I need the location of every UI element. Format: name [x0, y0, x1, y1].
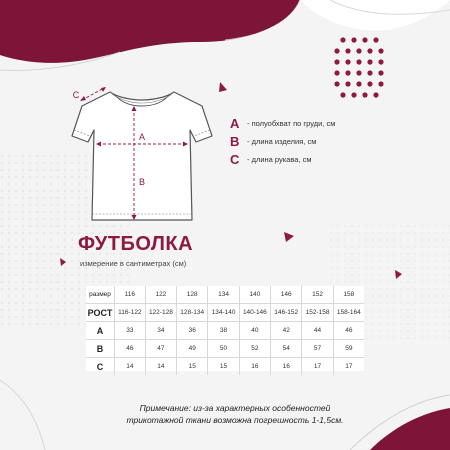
- table-cell: 16: [271, 358, 302, 376]
- table-cell: 17: [302, 358, 333, 376]
- row-label: размер: [86, 286, 115, 304]
- table-cell: 158-164: [333, 304, 364, 322]
- table-cell: 122-128: [145, 304, 176, 322]
- table-row: [86, 286, 364, 304]
- table-cell: 46: [333, 322, 364, 340]
- table-cell: 57: [302, 340, 333, 358]
- table-cell: 134: [208, 286, 239, 304]
- legend-item-c: [230, 150, 390, 168]
- table-cell: 134-140: [208, 304, 239, 322]
- table-cell: 122: [145, 286, 176, 304]
- table-cell: 44: [302, 322, 333, 340]
- table-cell: 49: [177, 340, 208, 358]
- legend-text: - полуобхват по груди, см: [247, 118, 336, 128]
- table-cell: 116-122: [115, 304, 146, 322]
- table-cell: 116: [115, 286, 146, 304]
- table-cell: 59: [333, 340, 364, 358]
- table-cell: 33: [115, 322, 146, 340]
- table-cell: 17: [345, 363, 353, 370]
- label-a: A: [138, 132, 146, 142]
- legend-letter: C: [230, 151, 240, 167]
- legend-item-b: [230, 132, 390, 150]
- table-cell: 50: [208, 340, 239, 358]
- legend-text: - длина рукава, см: [247, 154, 312, 164]
- note-line: трикотажной ткани возможна погрешность 1-1,5см.: [126, 415, 344, 425]
- legend-text: - длина изделия, см: [247, 136, 317, 146]
- table-cell: 140: [239, 286, 270, 304]
- table-cell: 128-134: [177, 304, 208, 322]
- table-cell: 152: [302, 286, 333, 304]
- tshirt-diagram: [62, 78, 222, 228]
- row-label: A: [86, 322, 115, 340]
- product-title: ФУТБОЛКА: [78, 233, 194, 255]
- product-subtitle: измерение в сантиметрах (см): [80, 259, 187, 268]
- legend-letter: A: [230, 115, 240, 131]
- row-label: B: [86, 340, 115, 358]
- table-cell: 15: [208, 358, 239, 376]
- label-b: B: [138, 177, 146, 187]
- table-cell: 16: [239, 358, 270, 376]
- table-cell: 52: [239, 340, 270, 358]
- note-line: Примечание: из-за характерных особенностей: [139, 403, 331, 413]
- table-cell: 14: [145, 358, 176, 376]
- table-cell: 128: [177, 286, 208, 304]
- table-cell: 146: [271, 286, 302, 304]
- label-c: C: [72, 90, 80, 100]
- table-row: [86, 304, 364, 322]
- table-cell: 152-158: [302, 304, 333, 322]
- table-cell: 38: [208, 322, 239, 340]
- legend-item-a: [230, 114, 390, 132]
- table-cell: 40: [239, 322, 270, 340]
- table-row: [86, 358, 364, 376]
- table-cell: 36: [177, 322, 208, 340]
- table-cell: 158: [333, 286, 364, 304]
- fabric-note: [100, 402, 370, 426]
- table-cell: 140-146: [239, 304, 270, 322]
- legend-letter: B: [230, 133, 240, 149]
- table-cell: 146-152: [271, 304, 302, 322]
- measurement-legend: [230, 114, 390, 168]
- table-cell: 14: [115, 358, 146, 376]
- table-row: [86, 322, 364, 340]
- row-label: РОСТ: [86, 304, 115, 322]
- row-label: C: [86, 358, 115, 376]
- table-cell: 47: [145, 340, 176, 358]
- table-row: [86, 340, 364, 358]
- table-cell: 46: [115, 340, 146, 358]
- table-cell: 54: [271, 340, 302, 358]
- tshirt-icon: [72, 92, 212, 220]
- table-cell: 34: [145, 322, 176, 340]
- size-table: [86, 286, 364, 371]
- table-cell: 15: [177, 358, 208, 376]
- table-cell: 42: [271, 322, 302, 340]
